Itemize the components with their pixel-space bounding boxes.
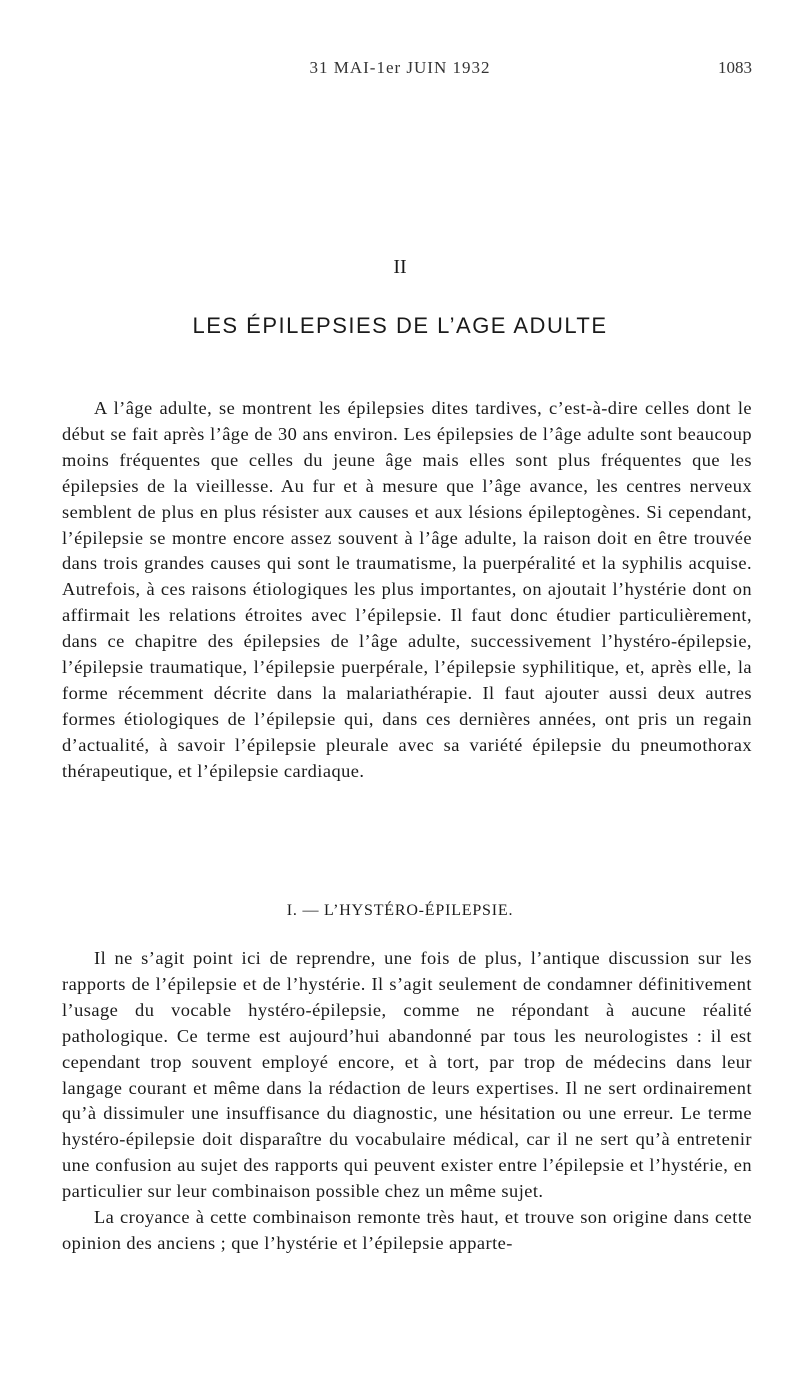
- running-head: 31 MAI-1er JUIN 1932: [309, 58, 491, 77]
- subsection-heading: I. — L’HYSTÉRO-ÉPILEPSIE.: [286, 902, 514, 919]
- paragraph: Il ne s’agit point ici de reprendre, une fois de plus, l’antique discussion sur les rapports de l’épilepsie et de l’hystérie. Il s’agit seulement de condamner définitivement l’usage du vocable hystéro-épilepsie, comme ne répondant à aucune réalité pathologique. Ce terme est aujourd’hui abandonné par tous les neurologistes : il est cependant trop souvent employé encore, et à tort, par trop de médecins dans leur langage courant et même dans la rédaction de leurs expertises. Il ne sert ordinairement qu’à dissimuler une insuffisance du diagnostic, une hésitation ou une erreur. Le terme hystéro-épilepsie doit disparaître du vocabulaire médical, car il ne sert qu’à entretenir une confusion au sujet des rapports qui peuvent exister entre l’épilepsie et l’hystérie, en particulier sur leur combinaison possible chez un même sujet.: [62, 948, 752, 1202]
- page-header: [0, 58, 800, 84]
- paragraph: La croyance à cette combinaison remonte très haut, et trouve son origine dans cette opinion des anciens ; que l’hystérie et l’épilepsie apparte-: [62, 1207, 752, 1253]
- paragraph: A l’âge adulte, se montrent les épilepsies dites tardives, c’est-à-dire celles dont le début se fait après l’âge de 30 ans environ. Les épilepsies de l’âge adulte sont beaucoup moins fréquentes que celles du jeune âge mais elles sont plus fréquentes que les épilepsies de la vieillesse. Au fur et à mesure que l’âge avance, les centres nerveux semblent de plus en plus résister aux causes et aux lésions épileptogènes. Si cependant, l’épilepsie se montre encore assez souvent à l’âge adulte, la raison doit en être trouvée dans trois grandes causes qui sont le traumatisme, la puerpéralité et la syphilis acquise. Autrefois, à ces raisons étiologiques les plus importantes, on ajoutait l’hystérie dont on affirmait les relations étroites avec l’épilepsie. Il faut donc étudier particulièrement, dans ce chapitre des épilepsies de l’âge adulte, successivement l’hystéro-épilepsie, l’épilepsie traumatique, l’épilepsie puerpérale, l’épilepsie syphilitique, et, après elle, la forme récemment décrite dans la malariathérapie. Il faut ajouter aussi deux autres formes étiologiques de l’épilepsie qui, dans ces dernières années, ont pris un regain d’actualité, à savoir l’épilepsie pleurale avec sa variété épilepsie du pneumothorax thérapeutique, et l’épilepsie cardiaque.: [62, 398, 752, 781]
- section-title: LES ÉPILEPSIES DE L’AGE ADULTE: [192, 313, 608, 338]
- section-numeral: II: [393, 256, 407, 278]
- page-number: 1083: [718, 58, 752, 77]
- section-body: [62, 396, 752, 785]
- subsection-body: [62, 946, 752, 1257]
